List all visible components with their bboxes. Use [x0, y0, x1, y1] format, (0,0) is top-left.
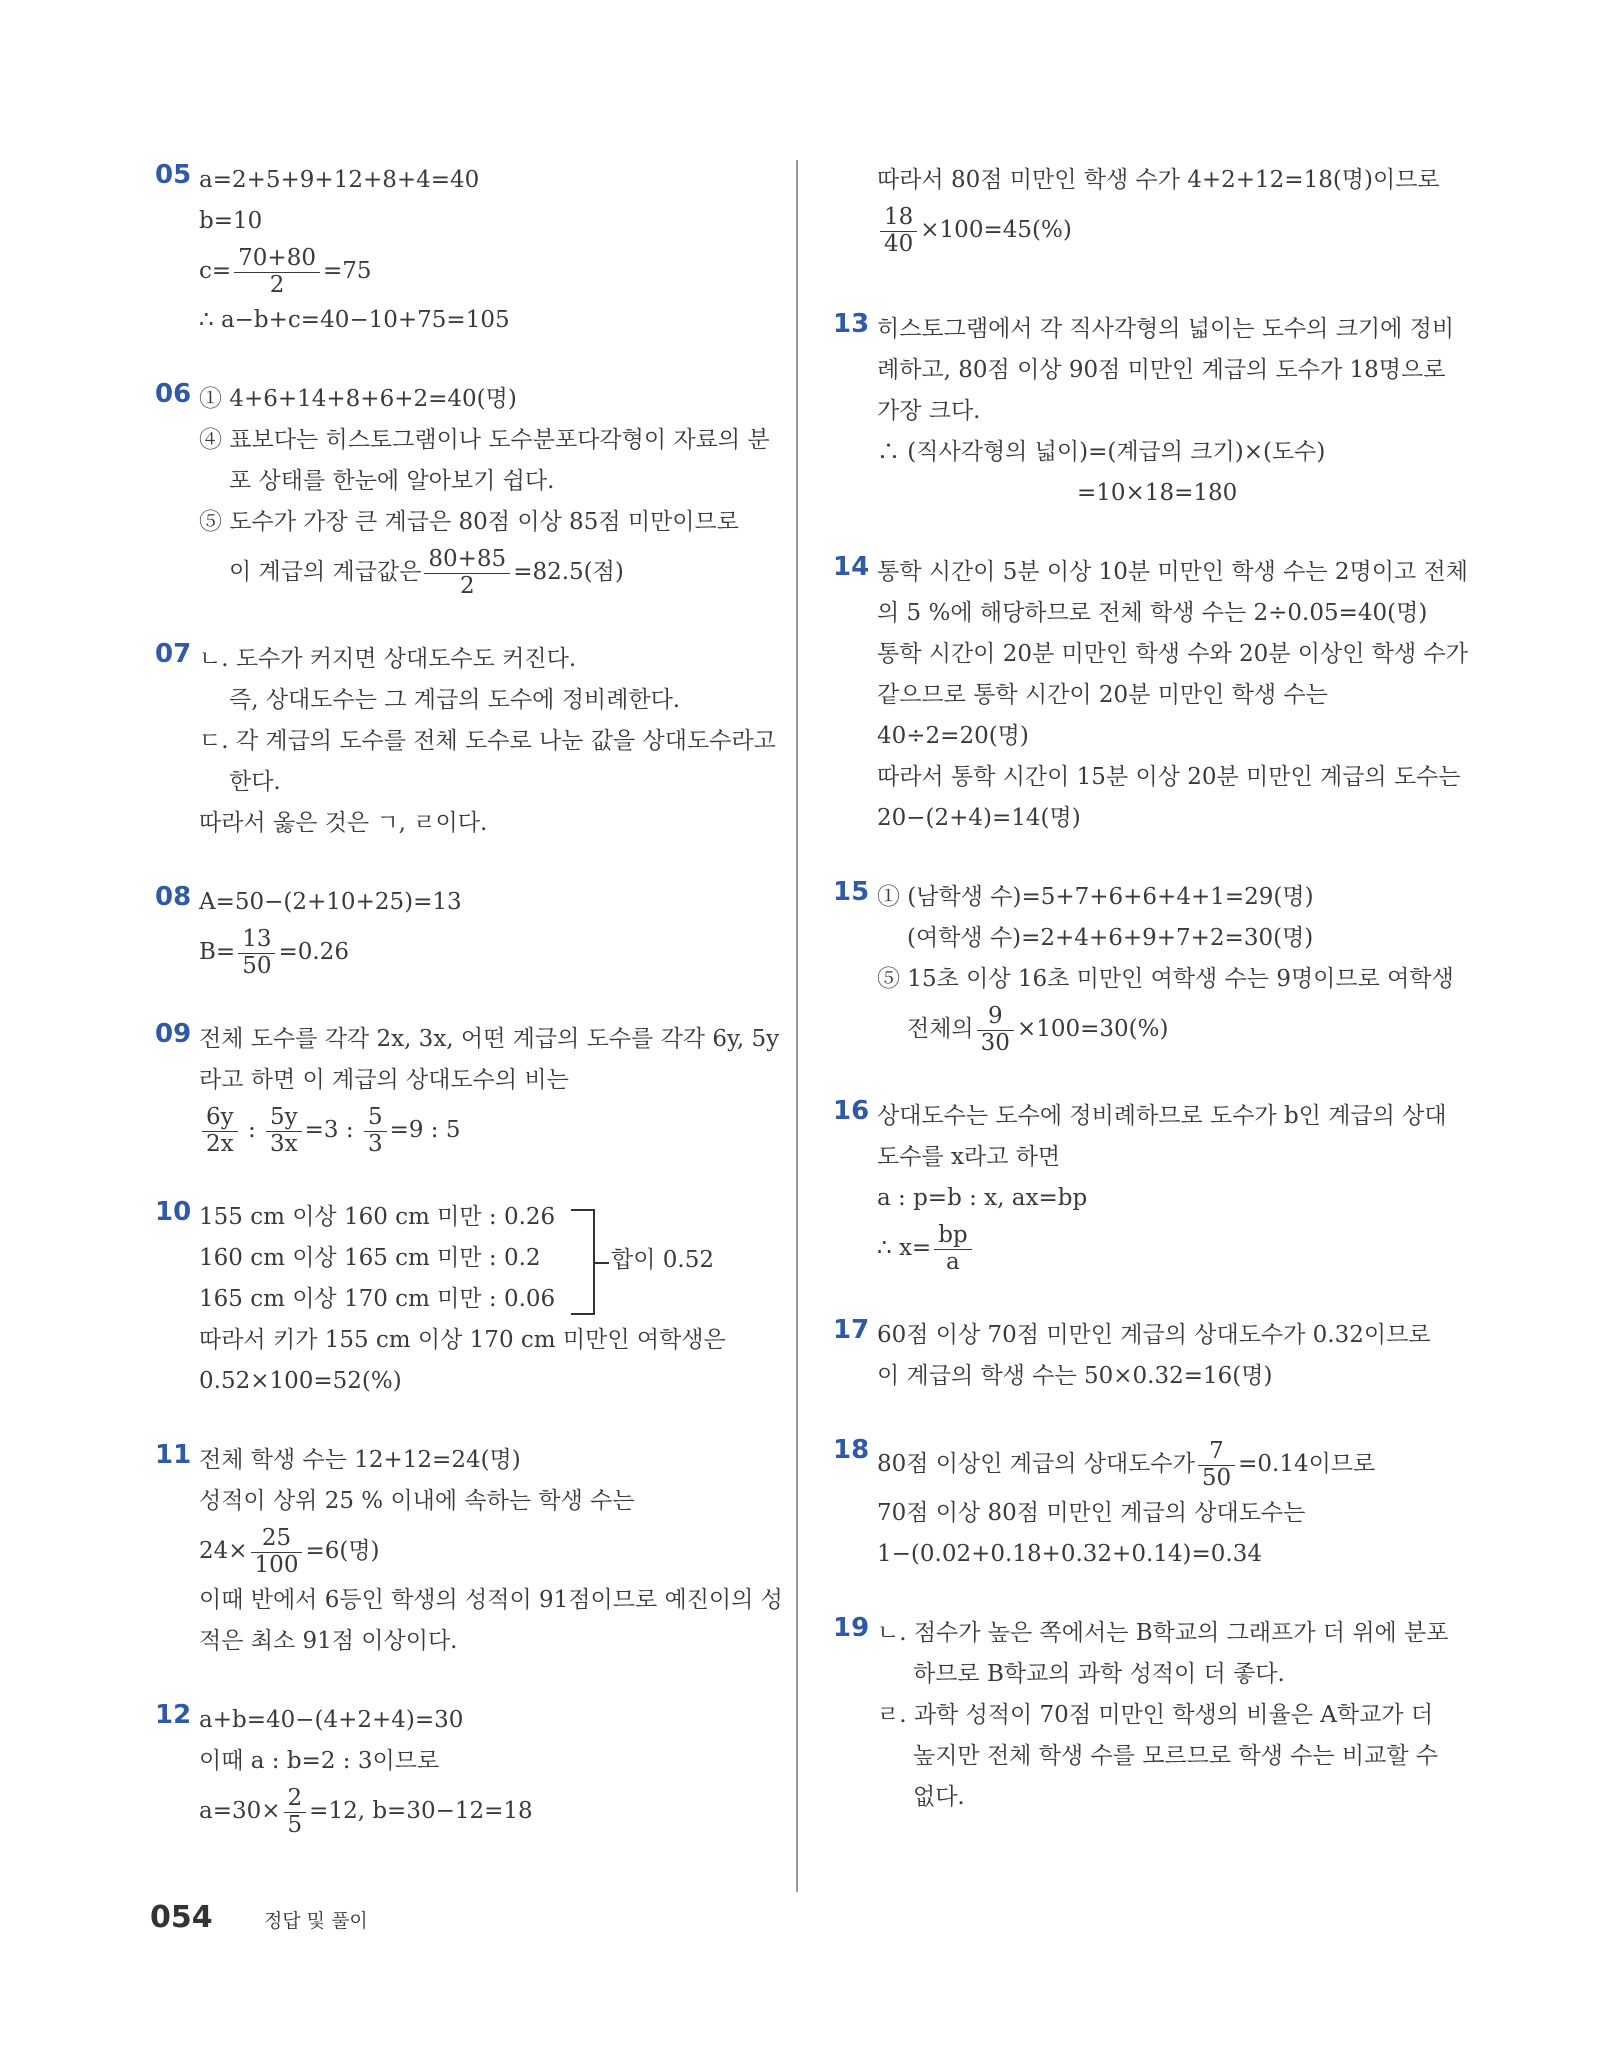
solution-line — [199, 1522, 775, 1580]
numerator: 25 — [251, 1526, 303, 1552]
solution-line: 도수를 x라고 하면 — [877, 1144, 1061, 1170]
bracket-label: 합이 0.52 — [611, 1247, 714, 1273]
text: 80점 이상인 계급의 상대도수가 — [877, 1451, 1195, 1477]
problem-number: 19 — [833, 1613, 870, 1643]
text: =3 : — [304, 1117, 361, 1143]
solution-line: 같으므로 통학 시간이 20분 미만인 학생 수는 — [877, 682, 1328, 708]
solution-line: 상대도수는 도수에 정비례하므로 도수가 b인 계급의 상대 — [877, 1103, 1447, 1129]
text: =82.5(점) — [513, 559, 624, 585]
problem-16 — [833, 1096, 1453, 1277]
solution-line: ⑤ 도수가 가장 큰 계급은 80점 이상 85점 미만이므로 — [199, 509, 739, 535]
solution-line: 이때 반에서 6등인 학생의 성적이 91점이므로 예진이의 성 — [199, 1587, 783, 1613]
problem-number: 16 — [833, 1096, 870, 1126]
text: 이 계급의 계급값은 — [229, 559, 422, 585]
solution-line: 40÷2=20(명) — [877, 723, 1029, 749]
problem-number: 06 — [155, 379, 192, 409]
numerator: 80+85 — [424, 547, 510, 573]
solution-line: ① (남학생 수)=5+7+6+6+4+1=29(명) — [877, 884, 1314, 910]
text: =9 : 5 — [389, 1117, 461, 1143]
solution-line: 0.52×100=52(%) — [199, 1368, 402, 1394]
text: =6(명) — [305, 1538, 380, 1564]
text: =12, b=30−12=18 — [309, 1798, 533, 1824]
page-number: 054 — [150, 1900, 213, 1935]
solution-line — [199, 242, 775, 300]
solution-line: a=2+5+9+12+8+4=40 — [199, 167, 480, 193]
solution-line — [877, 1435, 1453, 1493]
problem-number: 12 — [155, 1700, 192, 1730]
solution-line — [877, 201, 1453, 259]
solution-line: 의 5 %에 해당하므로 전체 학생 수는 2÷0.05=40(명) — [877, 600, 1428, 626]
fraction — [364, 1105, 387, 1157]
problem-19 — [833, 1613, 1453, 1818]
solution-line: ④ 표보다는 히스토그램이나 도수분포다각형이 자료의 분 — [199, 427, 770, 453]
denominator: a — [946, 1248, 960, 1275]
fraction — [284, 1786, 307, 1838]
problem-number: 13 — [833, 309, 870, 339]
problem-number: 17 — [833, 1315, 870, 1345]
denominator: 50 — [242, 952, 272, 979]
solution-line: 포 상태를 한눈에 알아보기 쉽다. — [229, 468, 555, 494]
solution-line: ∴ a−b+c=40−10+75=105 — [199, 307, 510, 333]
solution-line: ⑤ 15초 이상 16초 미만인 여학생 수는 9명이므로 여학생 — [877, 966, 1454, 992]
text: ×100=30(%) — [1016, 1016, 1169, 1042]
text: =0.14이므로 — [1238, 1451, 1376, 1477]
fraction — [1198, 1439, 1235, 1491]
solution-line: 따라서 옳은 것은 ㄱ, ㄹ이다. — [199, 810, 488, 836]
column-divider — [796, 160, 798, 1892]
solution-line: 이 계급의 학생 수는 50×0.32=16(명) — [877, 1363, 1273, 1389]
right-column — [833, 160, 1468, 1856]
solution-line: 즉, 상대도수는 그 계급의 도수에 정비례한다. — [229, 687, 681, 713]
range-row: 165 cm 이상 170 cm 미만 : 0.06 — [199, 1286, 556, 1312]
solution-line: 따라서 80점 미만인 학생 수가 4+2+12=18(명)이므로 — [877, 167, 1440, 193]
solution-line: 높지만 전체 학생 수를 모르므로 학생 수는 비교할 수 — [913, 1743, 1439, 1769]
numerator: 18 — [880, 205, 917, 231]
solution-line — [199, 923, 775, 981]
fraction — [880, 205, 917, 257]
denominator: 50 — [1201, 1464, 1232, 1491]
numerator: 6y — [202, 1105, 238, 1131]
solution-line: 적은 최소 91점 이상이다. — [199, 1628, 458, 1654]
denominator: 3x — [270, 1130, 298, 1157]
problem-17 — [833, 1315, 1453, 1397]
left-column — [155, 160, 783, 1878]
solution-line — [199, 1101, 775, 1159]
solution-line: ∴ (직사각형의 넓이)=(계급의 크기)×(도수) — [877, 439, 1326, 465]
solution-line: 한다. — [229, 769, 281, 795]
solution-line: ㄴ. 도수가 커지면 상대도수도 커진다. — [199, 646, 577, 672]
text: =75 — [322, 258, 372, 284]
fraction — [234, 246, 320, 298]
range-group — [199, 1197, 775, 1320]
denominator: 30 — [980, 1029, 1010, 1056]
solution-line: 례하고, 80점 이상 90점 미만인 계급의 도수가 18명으로 — [877, 357, 1446, 383]
text: : — [240, 1117, 264, 1143]
solution-line: 라고 하면 이 계급의 상대도수의 비는 — [199, 1067, 569, 1093]
range-row: 155 cm 이상 160 cm 미만 : 0.26 — [199, 1204, 556, 1230]
solution-line: 1−(0.02+0.18+0.32+0.14)=0.34 — [877, 1541, 1262, 1567]
solution-line: 하므로 B학교의 과학 성적이 더 좋다. — [913, 1661, 1285, 1687]
numerator: 5y — [266, 1105, 302, 1131]
solution-line: 없다. — [913, 1784, 965, 1810]
fraction — [424, 547, 510, 599]
problem-number: 05 — [155, 160, 192, 190]
solution-line: 따라서 키가 155 cm 이상 170 cm 미만인 여학생은 — [199, 1327, 726, 1353]
problem-18 — [833, 1435, 1453, 1575]
solution-line: a : p=b : x, ax=bp — [877, 1185, 1088, 1211]
numerator: 13 — [238, 927, 275, 953]
numerator: bp — [934, 1223, 971, 1249]
solution-line: (여학생 수)=2+4+6+9+7+2=30(명) — [907, 925, 1314, 951]
solution-line: ㄹ. 과학 성적이 70점 미만인 학생의 비율은 A학교가 더 — [877, 1702, 1434, 1728]
solution-line: 전체 도수를 각각 2x, 3x, 어떤 계급의 도수를 각각 6y, 5y — [199, 1026, 780, 1052]
problem-12 — [155, 1700, 775, 1840]
solution-line: =10×18=180 — [1077, 480, 1238, 506]
solution-line: 가장 크다. — [877, 398, 981, 424]
solution-line: ① 4+6+14+8+6+2=40(명) — [199, 386, 517, 412]
problem-number: 09 — [155, 1019, 192, 1049]
text: c= — [199, 258, 232, 284]
fraction — [238, 927, 275, 979]
numerator: 9 — [977, 1004, 1014, 1030]
text: 전체의 — [907, 1016, 974, 1042]
denominator: 2 — [459, 572, 475, 599]
solution-line: 60점 이상 70점 미만인 계급의 상대도수가 0.32이므로 — [877, 1322, 1431, 1348]
problem-number: 11 — [155, 1440, 192, 1470]
denominator: 2 — [269, 271, 285, 298]
solution-line: ㄷ. 각 계급의 도수를 전체 도수로 나눈 값을 상대도수라고 — [199, 728, 776, 754]
problem-08 — [155, 882, 775, 981]
solution-line: ㄴ. 점수가 높은 쪽에서는 B학교의 그래프가 더 위에 분포 — [877, 1620, 1449, 1646]
problem-12-continued — [833, 160, 1453, 259]
solution-line — [877, 1219, 1453, 1277]
fraction — [202, 1105, 238, 1157]
bracket — [571, 1209, 595, 1315]
problem-number: 07 — [155, 639, 192, 669]
text: =0.26 — [278, 939, 349, 965]
problem-number: 15 — [833, 877, 870, 907]
fraction — [977, 1004, 1014, 1056]
page-footer — [150, 1900, 368, 1935]
denominator: 3 — [367, 1130, 383, 1157]
denominator: 2x — [206, 1130, 234, 1157]
solution-line: a+b=40−(4+2+4)=30 — [199, 1707, 464, 1733]
solution-line — [199, 1782, 775, 1840]
solution-line: 통학 시간이 5분 이상 10분 미만인 학생 수는 2명이고 전체 — [877, 559, 1468, 585]
text: ×100=45(%) — [920, 217, 1072, 243]
solution-line: 성적이 상위 25 % 이내에 속하는 학생 수는 — [199, 1488, 635, 1514]
solution-line: 히스토그램에서 각 직사각형의 넓이는 도수의 크기에 정비 — [877, 316, 1455, 342]
numerator: 70+80 — [234, 246, 320, 272]
problem-number: 14 — [833, 552, 870, 582]
solution-line: A=50−(2+10+25)=13 — [199, 889, 462, 915]
numerator: 7 — [1198, 1439, 1235, 1465]
problem-15 — [833, 877, 1453, 1058]
solution-line: 70점 이상 80점 미만인 계급의 상대도수는 — [877, 1500, 1306, 1526]
problem-13 — [833, 309, 1453, 514]
fraction — [934, 1223, 971, 1275]
text: a=30× — [199, 1798, 281, 1824]
problem-number: 10 — [155, 1197, 192, 1227]
solution-line: 이때 a : b=2 : 3이므로 — [199, 1748, 440, 1774]
solution-line: 따라서 통학 시간이 15분 이상 20분 미만인 계급의 도수는 — [877, 764, 1461, 790]
problem-07 — [155, 639, 775, 844]
fraction — [251, 1526, 303, 1578]
text: 24× — [199, 1538, 248, 1564]
problem-number: 18 — [833, 1435, 870, 1465]
text: ∴ x= — [877, 1235, 932, 1261]
denominator: 40 — [884, 230, 914, 257]
problem-05 — [155, 160, 775, 341]
solution-line: 통학 시간이 20분 미만인 학생 수와 20분 이상인 학생 수가 — [877, 641, 1468, 667]
range-row: 160 cm 이상 165 cm 미만 : 0.2 — [199, 1245, 541, 1271]
solution-line — [877, 1000, 1453, 1058]
page-label: 정답 및 풀이 — [263, 1910, 368, 1932]
solution-line: 전체 학생 수는 12+12=24(명) — [199, 1447, 521, 1473]
denominator: 100 — [254, 1551, 299, 1578]
problem-09 — [155, 1019, 780, 1159]
solution-line — [199, 543, 775, 601]
solution-line: b=10 — [199, 208, 263, 234]
solution-line: 20−(2+4)=14(명) — [877, 805, 1081, 831]
numerator: 5 — [364, 1105, 387, 1131]
text: B= — [199, 939, 236, 965]
numerator: 2 — [284, 1786, 307, 1812]
problem-14 — [833, 552, 1468, 839]
fraction — [266, 1105, 302, 1157]
problem-number: 08 — [155, 882, 192, 912]
problem-11 — [155, 1440, 783, 1662]
problem-06 — [155, 379, 775, 601]
problem-10 — [155, 1197, 775, 1402]
denominator: 5 — [287, 1811, 303, 1838]
